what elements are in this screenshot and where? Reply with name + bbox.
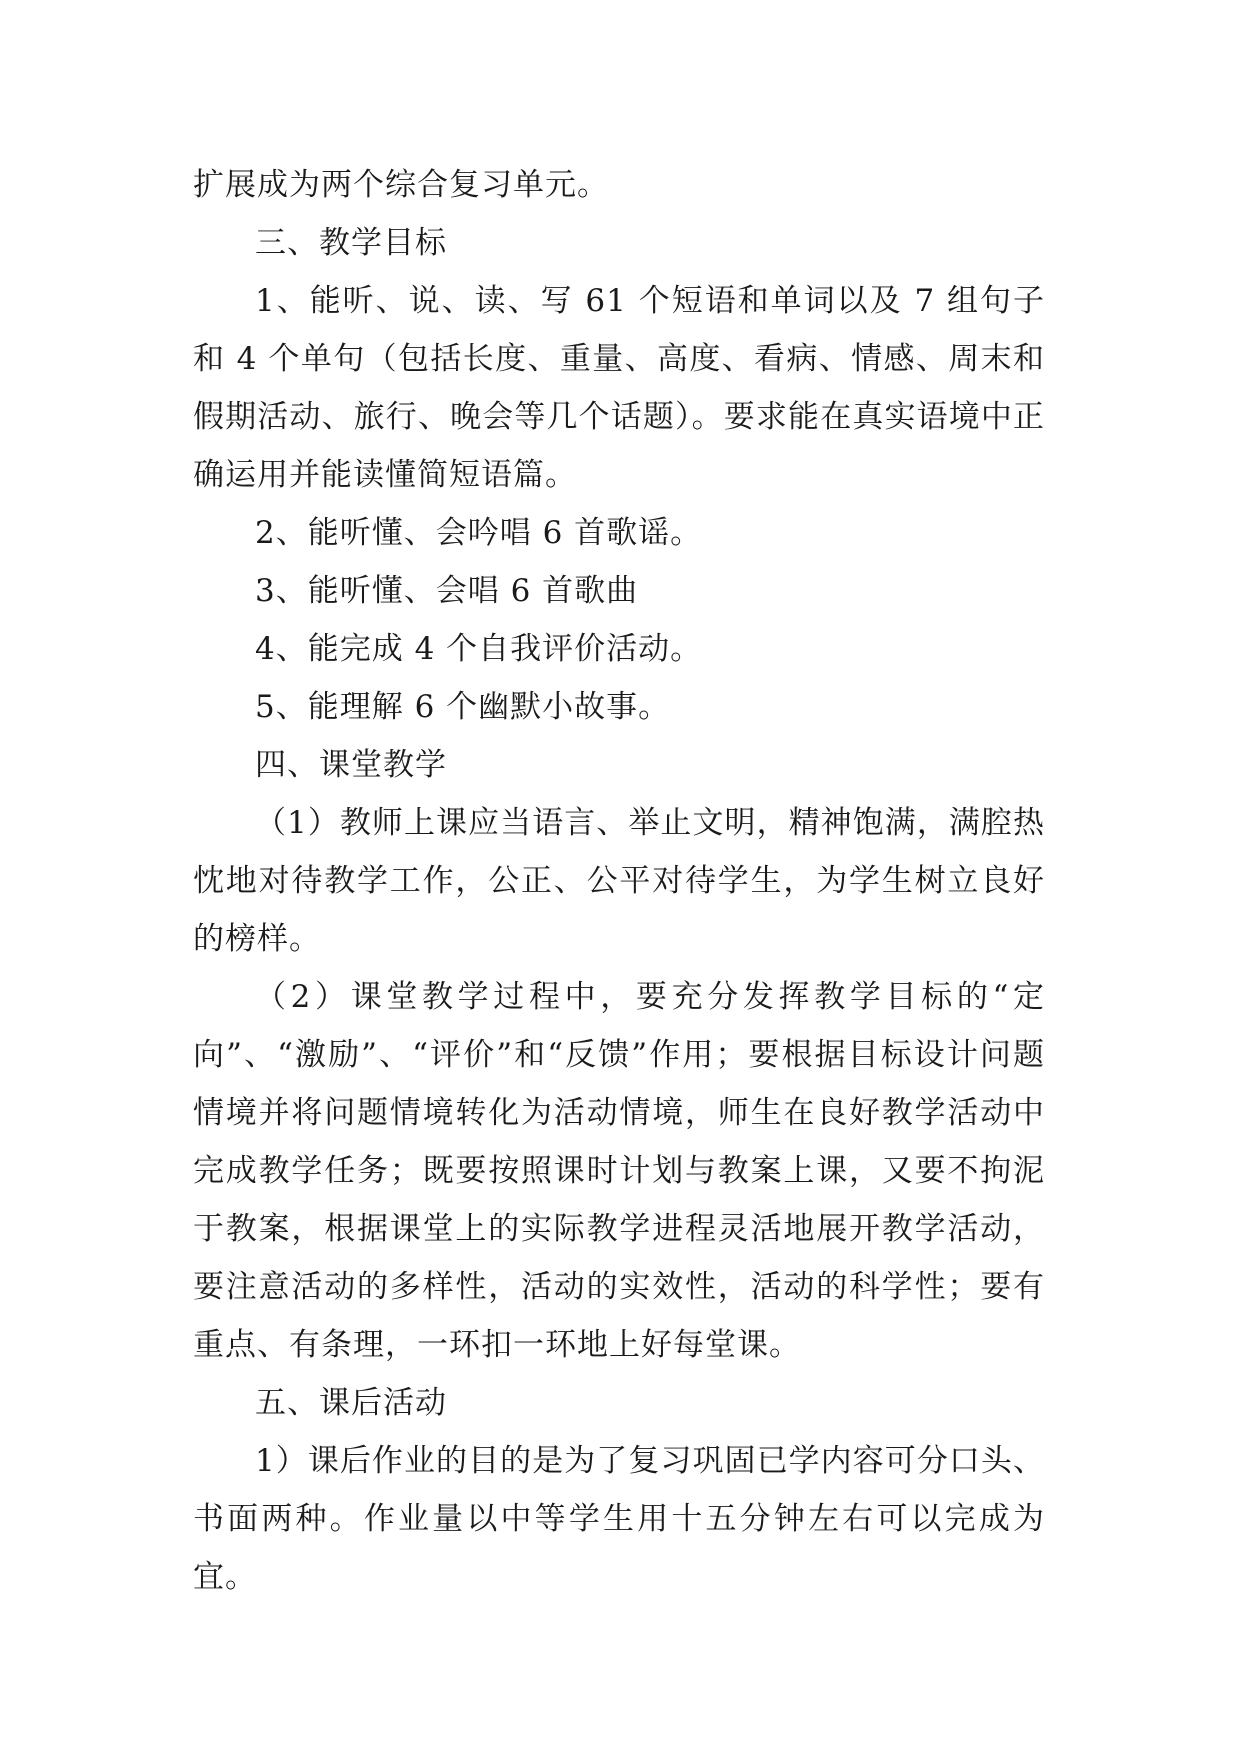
objective-item-4: 4、能完成 4 个自我评价活动。 [255, 631, 703, 667]
after-class-item-1: 1）课后作业的目的是为了复习巩固已学内容可分口头、书面两种。作业量以中等学生用十五分钟左右可以完成为宜。 [193, 1443, 1045, 1595]
objective-item-5: 5、能理解 6 个幽默小故事。 [255, 689, 671, 725]
classroom-item-2: （2）课堂教学过程中，要充分发挥教学目标的“定向”、“激励”、“评价”和“反馈”作用；要根据目标设计问题情境并将问题情境转化为活动情境，师生在良好教学活动中完成教学任务；既要按照课时计划与教案上课，又要不拘泥于教案，根据课堂上的实际教学进程灵活地展开教学活动，要注意活动的多样性，活动的实效性，活动的科学性；要有重点、有条理，一环扣一环地上好每堂课。 [193, 979, 1045, 1363]
paragraph-continuation: 扩展成为两个综合复习单元。 [193, 167, 609, 203]
classroom-item-1: （1）教师上课应当语言、举止文明，精神饱满，满腔热忱地对待教学工作，公正、公平对待学生，为学生树立良好的榜样。 [193, 805, 1045, 957]
heading-teaching-objectives: 三、教学目标 [255, 225, 447, 261]
heading-classroom-teaching: 四、课堂教学 [255, 747, 447, 783]
heading-after-class-activities: 五、课后活动 [255, 1385, 447, 1421]
objective-item-2: 2、能听懂、会吟唱 6 首歌谣。 [255, 515, 703, 551]
objective-item-1: 1、能听、说、读、写 61 个短语和单词以及 7 组句子和 4 个单句（包括长度、重量、高度、看病、情感、周末和假期活动、旅行、晚会等几个话题）。要求能在真实语境中正确运用并能读懂简短语篇。 [193, 283, 1045, 493]
document-body [193, 156, 1045, 1606]
objective-item-3: 3、能听懂、会唱 6 首歌曲 [255, 573, 639, 609]
